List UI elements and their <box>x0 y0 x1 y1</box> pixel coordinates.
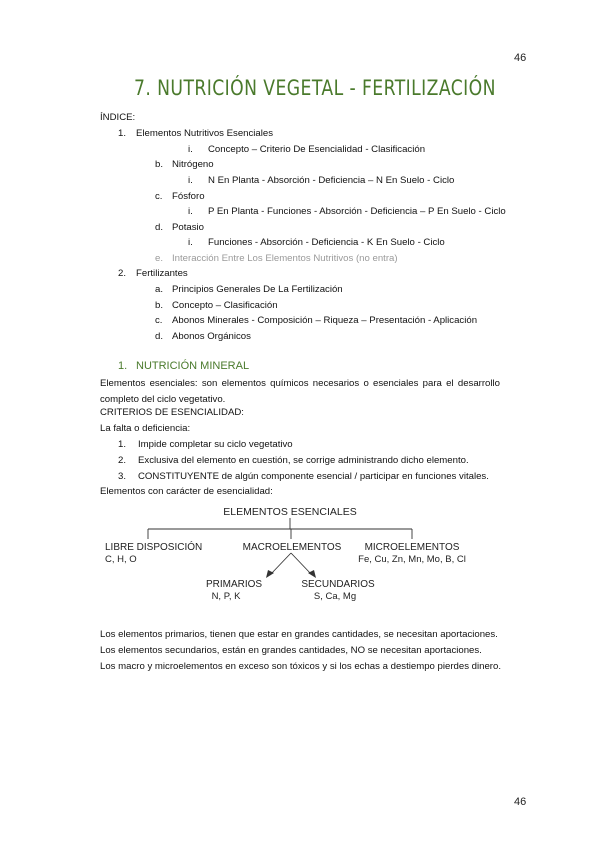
section-number: 1. <box>118 360 128 372</box>
index-item-1: Elementos Nutritivos Esenciales <box>136 128 274 139</box>
index-item-1d-letter: d. <box>155 222 164 233</box>
diagram-root: ELEMENTOS ESENCIALES <box>223 506 357 518</box>
page-number-top: 46 <box>514 52 527 64</box>
diagram-libre: LIBRE DISPOSICIÓN <box>105 542 203 553</box>
falta-text: La falta o deficiencia: <box>100 423 191 434</box>
index-item-2d-letter: d. <box>155 331 164 342</box>
index-item-1e-letter: e. <box>155 253 164 264</box>
closing-line-2: Los elementos secundarios, están en grandes cantidades, NO se necesitan aportaciones. <box>100 645 482 656</box>
diagram-micro-elements: Fe, Cu, Zn, Mn, Mo, B, Cl <box>358 554 466 565</box>
index-item-2a: Principios Generales De La Fertilización <box>172 284 343 295</box>
arrow-secundarios <box>291 553 312 575</box>
section-heading: NUTRICIÓN MINERAL <box>136 360 250 372</box>
page-number-bottom: 46 <box>514 796 527 808</box>
criterion-3: CONSTITUYENTE de algún componente esencial / participar en funciones vitales. <box>138 471 489 482</box>
index-item-1d: Potasio <box>172 222 204 233</box>
arrowhead-secundarios <box>308 570 316 578</box>
closing-line-3: Los macro y microelementos en exceso son tóxicos y si los echas a destiempo pierdes dinero. <box>100 661 501 672</box>
arrowhead-primarios <box>266 570 274 578</box>
index-item-2c-letter: c. <box>155 315 163 326</box>
index-item-1c-letter: c. <box>155 191 163 202</box>
index-item-1b-i-number: i. <box>188 175 193 186</box>
index-item-1c: Fósforo <box>172 191 205 202</box>
diagram-primarios: PRIMARIOS <box>205 579 263 590</box>
index-item-1b-letter: b. <box>155 159 164 170</box>
index-item-2b-letter: b. <box>155 300 164 311</box>
index-item-2d: Abonos Orgánicos <box>172 331 251 342</box>
index-item-1c-i: P En Planta - Funciones - Absorción - Deficiencia – P En Suelo - Ciclo <box>208 206 506 217</box>
index-item-2: Fertilizantes <box>136 268 188 279</box>
index-item-1e: Interacción Entre Los Elementos Nutritivos (no entra) <box>172 253 398 264</box>
page-title: 7. NUTRICIÓN VEGETAL - FERTILIZACIÓN <box>134 76 496 100</box>
index-item-2b: Concepto – Clasificación <box>172 300 278 311</box>
diagram-macro: MACROELEMENTOS <box>242 542 342 553</box>
index-item-2-number: 2. <box>118 268 127 279</box>
criterion-2-number: 2. <box>118 455 127 466</box>
criterion-2: Exclusiva del elemento en cuestión, se corrige administrando dicho elemento. <box>138 455 469 466</box>
index-item-1b: Nitrógeno <box>172 159 214 170</box>
diagram-secundarios-elements: S, Ca, Mg <box>313 591 357 602</box>
criterion-1: Impide completar su ciclo vegetativo <box>138 439 293 450</box>
caracter-text: Elementos con carácter de esencialidad: <box>100 486 273 497</box>
index-item-1b-i: N En Planta - Absorción - Deficiencia – N En Suelo - Ciclo <box>208 175 455 186</box>
diagram-libre-elements: C, H, O <box>105 554 137 565</box>
index-item-1d-i: Funciones - Absorción - Deficiencia - K En Suelo - Ciclo <box>208 237 445 248</box>
diagram-secundarios: SECUNDARIOS <box>301 579 375 590</box>
index-item-2c: Abonos Minerales - Composición – Riqueza – Presentación - Aplicación <box>172 315 478 326</box>
index-item-1-number: 1. <box>118 128 127 139</box>
criterion-3-number: 3. <box>118 471 127 482</box>
index-heading: ÍNDICE: <box>100 112 136 123</box>
index-item-1a-i-number: i. <box>188 144 193 155</box>
paragraph-elementos-esenciales: Elementos esenciales: son elementos químicos necesarios o esenciales para el desarrollo completo del ciclo vegetativo. <box>100 378 500 405</box>
diagram-micro: MICROELEMENTOS <box>364 542 460 553</box>
index-item-1a-i: Concepto – Criterio De Esencialidad - Clasificación <box>208 144 426 155</box>
arrow-primarios <box>270 553 291 575</box>
criterios-heading: CRITERIOS DE ESENCIALIDAD: <box>100 407 244 418</box>
index-item-2a-letter: a. <box>155 284 164 295</box>
index-item-1c-i-number: i. <box>188 206 193 217</box>
index-item-1d-i-number: i. <box>188 237 193 248</box>
closing-line-1: Los elementos primarios, tienen que estar en grandes cantidades, se necesitan aportaciones. <box>100 629 498 640</box>
criterion-1-number: 1. <box>118 439 127 450</box>
diagram-primarios-elements: N, P, K <box>211 591 241 602</box>
